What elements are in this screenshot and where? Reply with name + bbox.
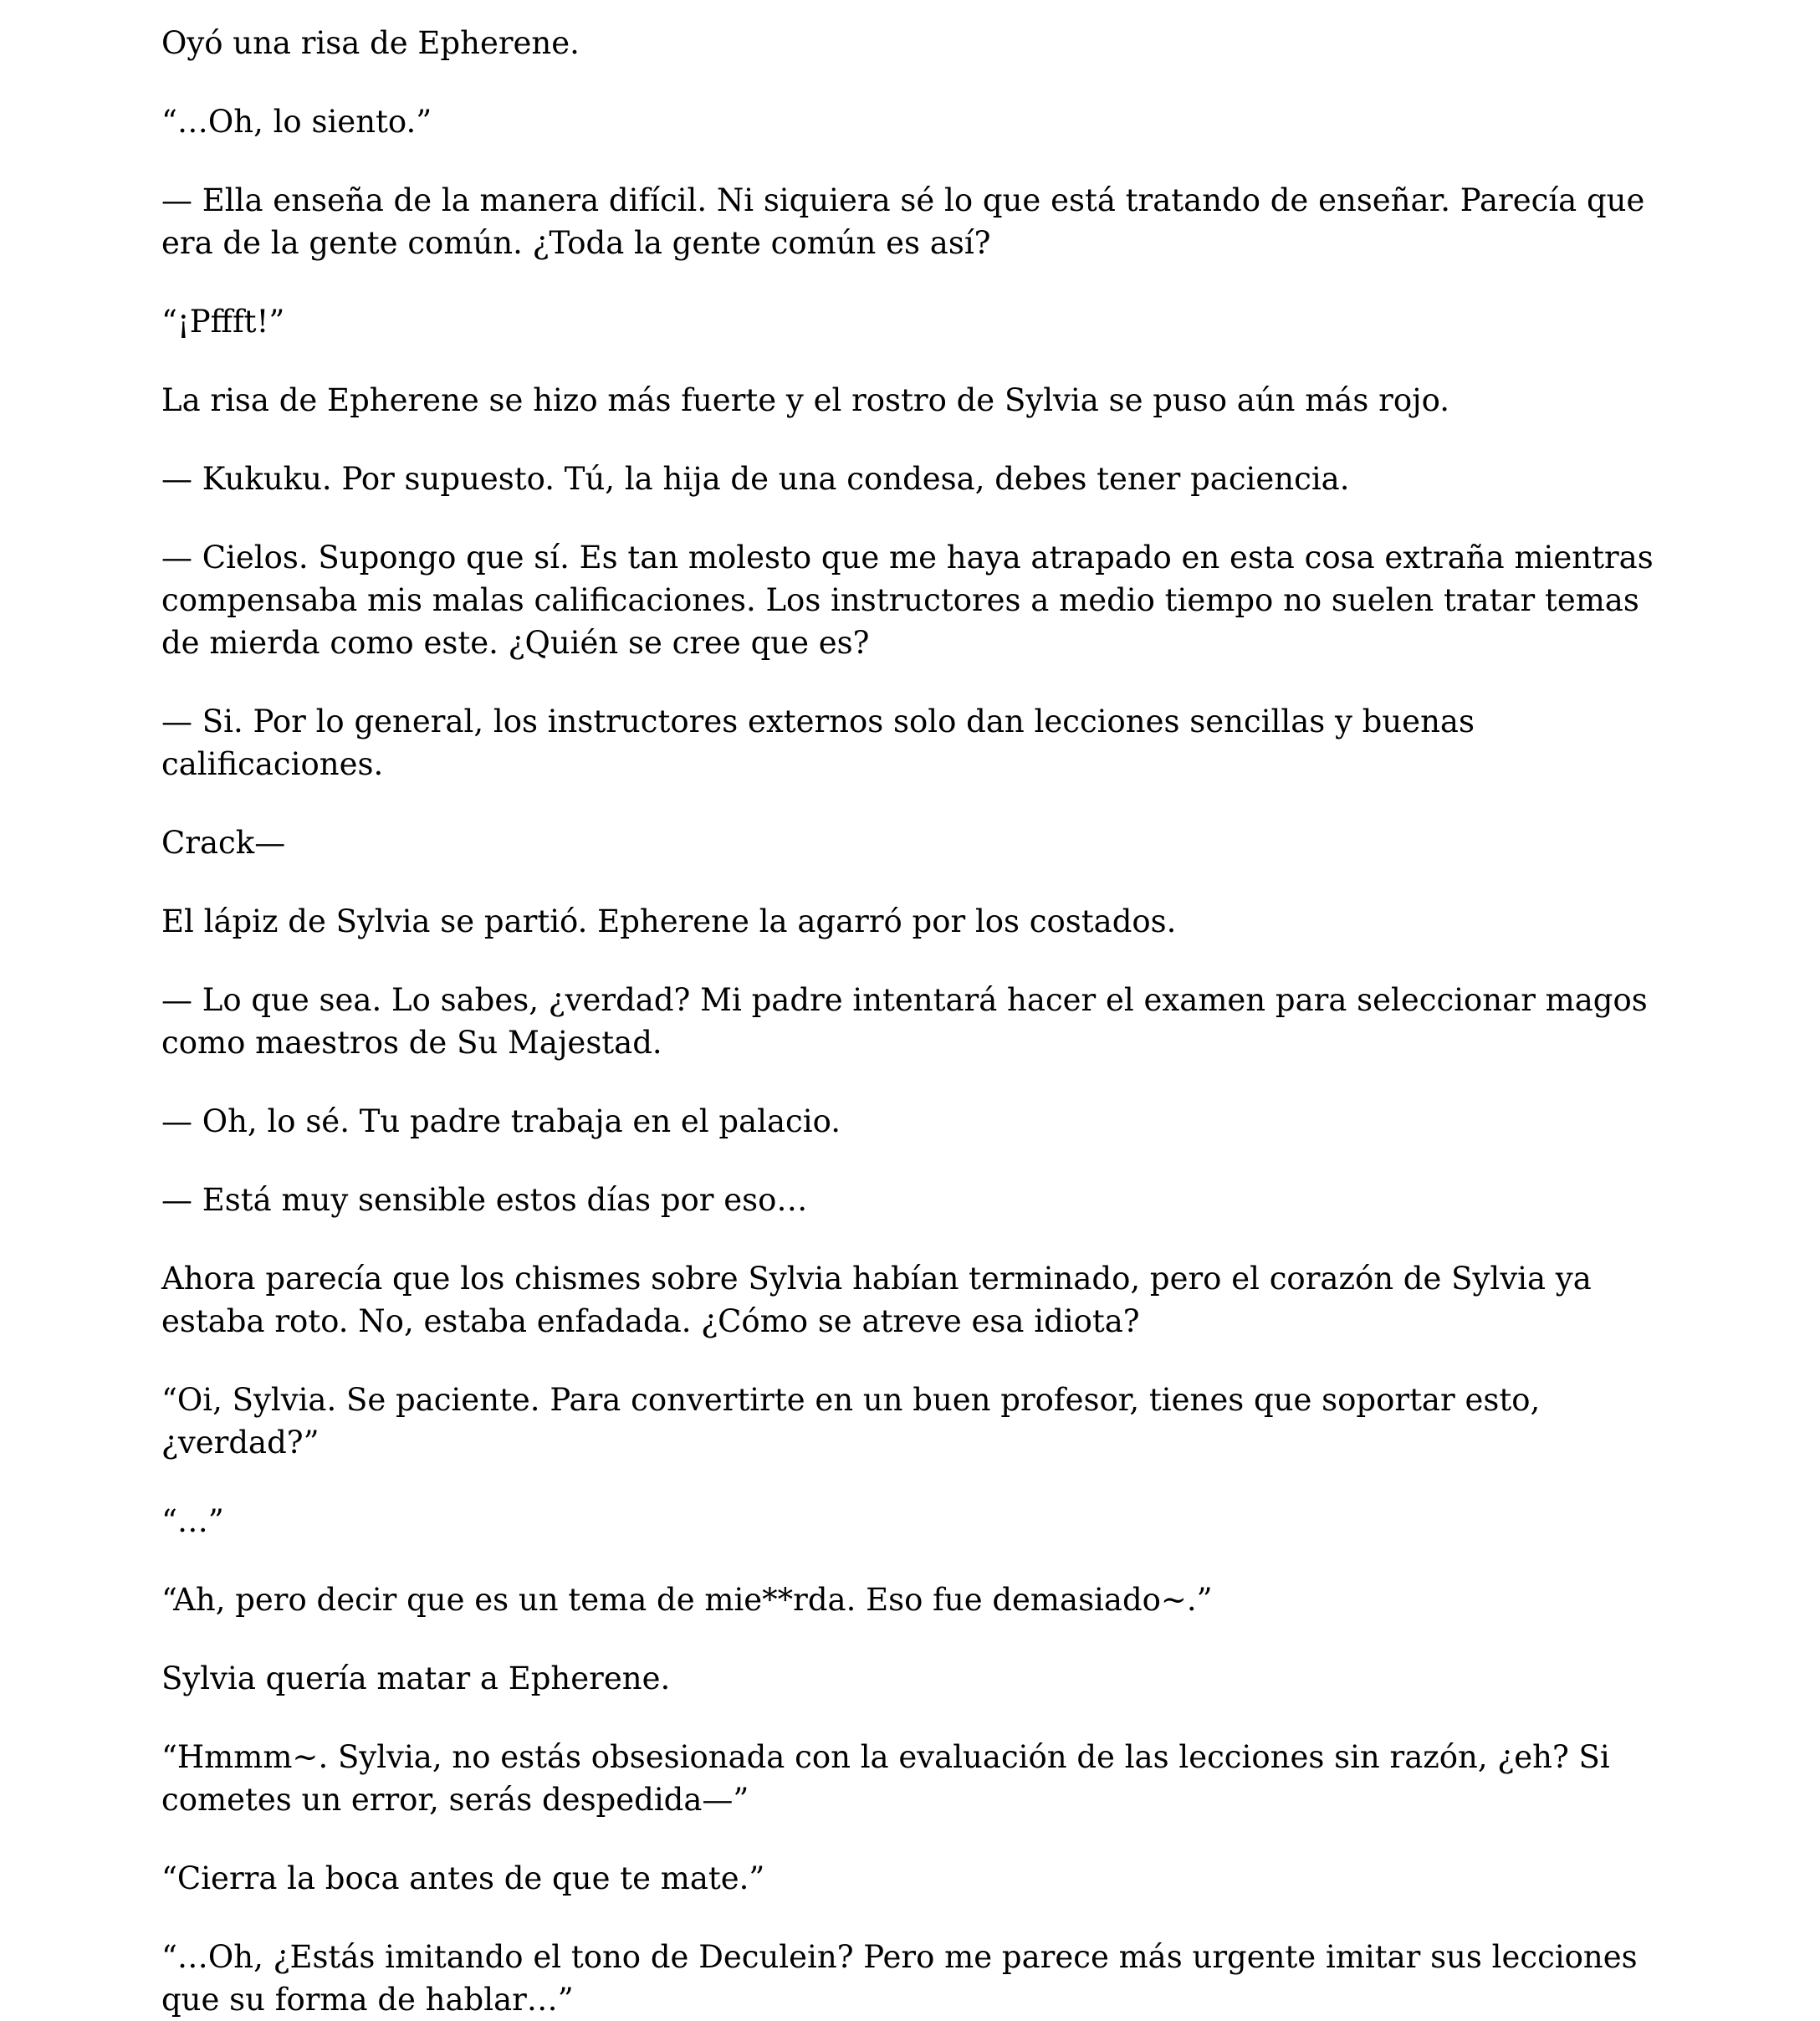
document-page: [161, 22, 1659, 2021]
paragraph: “…”: [161, 1503, 224, 1539]
paragraph: — Oh, lo sé. Tu padre trabaja en el palacio.: [161, 1103, 841, 1139]
paragraph: — Kukuku. Por supuesto. Tú, la hija de una condesa, debes tener paciencia.: [161, 461, 1350, 497]
paragraph: — Está muy sensible estos días por eso…: [161, 1182, 808, 1218]
paragraph: “¡Pffft!”: [161, 304, 285, 340]
paragraph: “Oi, Sylvia. Se paciente. Para convertirte en un buen profesor, tienes que soportar esto, ¿verdad?”: [161, 1382, 1541, 1461]
paragraph: Crack—: [161, 825, 286, 861]
paragraph: Ahora parecía que los chismes sobre Sylvia habían terminado, pero el corazón de Sylvia ya estaba roto. No, estaba enfadada. ¿Cómo se atreve esa idiota?: [161, 1261, 1592, 1339]
paragraph: Sylvia quería matar a Epherene.: [161, 1660, 671, 1696]
paragraph: — Lo que sea. Lo sabes, ¿verdad? Mi padre intentará hacer el examen para seleccionar magos como maestros de Su Majestad.: [161, 982, 1648, 1061]
paragraph: “Cierra la boca antes de que te mate.”: [161, 1860, 765, 1896]
paragraph: Oyó una risa de Epherene.: [161, 25, 580, 61]
paragraph: La risa de Epherene se hizo más fuerte y el rostro de Sylvia se puso aún más rojo.: [161, 382, 1449, 418]
paragraph: “Hmmm~. Sylvia, no estás obsesionada con la evaluación de las lecciones sin razón, ¿eh? Si cometes un error, serás despedida—”: [161, 1739, 1610, 1818]
paragraph: “Ah, pero decir que es un tema de mie**rda. Eso fue demasiado~.”: [161, 1582, 1213, 1618]
paragraph: — Cielos. Supongo que sí. Es tan molesto que me haya atrapado en esta cosa extraña mientras compensaba mis malas calificaciones. Los instructores a medio tiempo no suelen tratar temas de mierda como este. ¿Quién se cree que es?: [161, 540, 1654, 661]
paragraph: “…Oh, ¿Estás imitando el tono de Deculein? Pero me parece más urgente imitar sus lecciones que su forma de hablar…”: [161, 1939, 1638, 2018]
paragraph: — Si. Por lo general, los instructores externos solo dan lecciones sencillas y buenas calificaciones.: [161, 704, 1475, 782]
paragraph: — Ella enseña de la manera difícil. Ni siquiera sé lo que está tratando de enseñar. Parecía que era de la gente común. ¿Toda la gente común es así?: [161, 182, 1645, 261]
paragraph: El lápiz de Sylvia se partió. Epherene la agarró por los costados.: [161, 903, 1177, 939]
paragraph: “…Oh, lo siento.”: [161, 104, 432, 140]
